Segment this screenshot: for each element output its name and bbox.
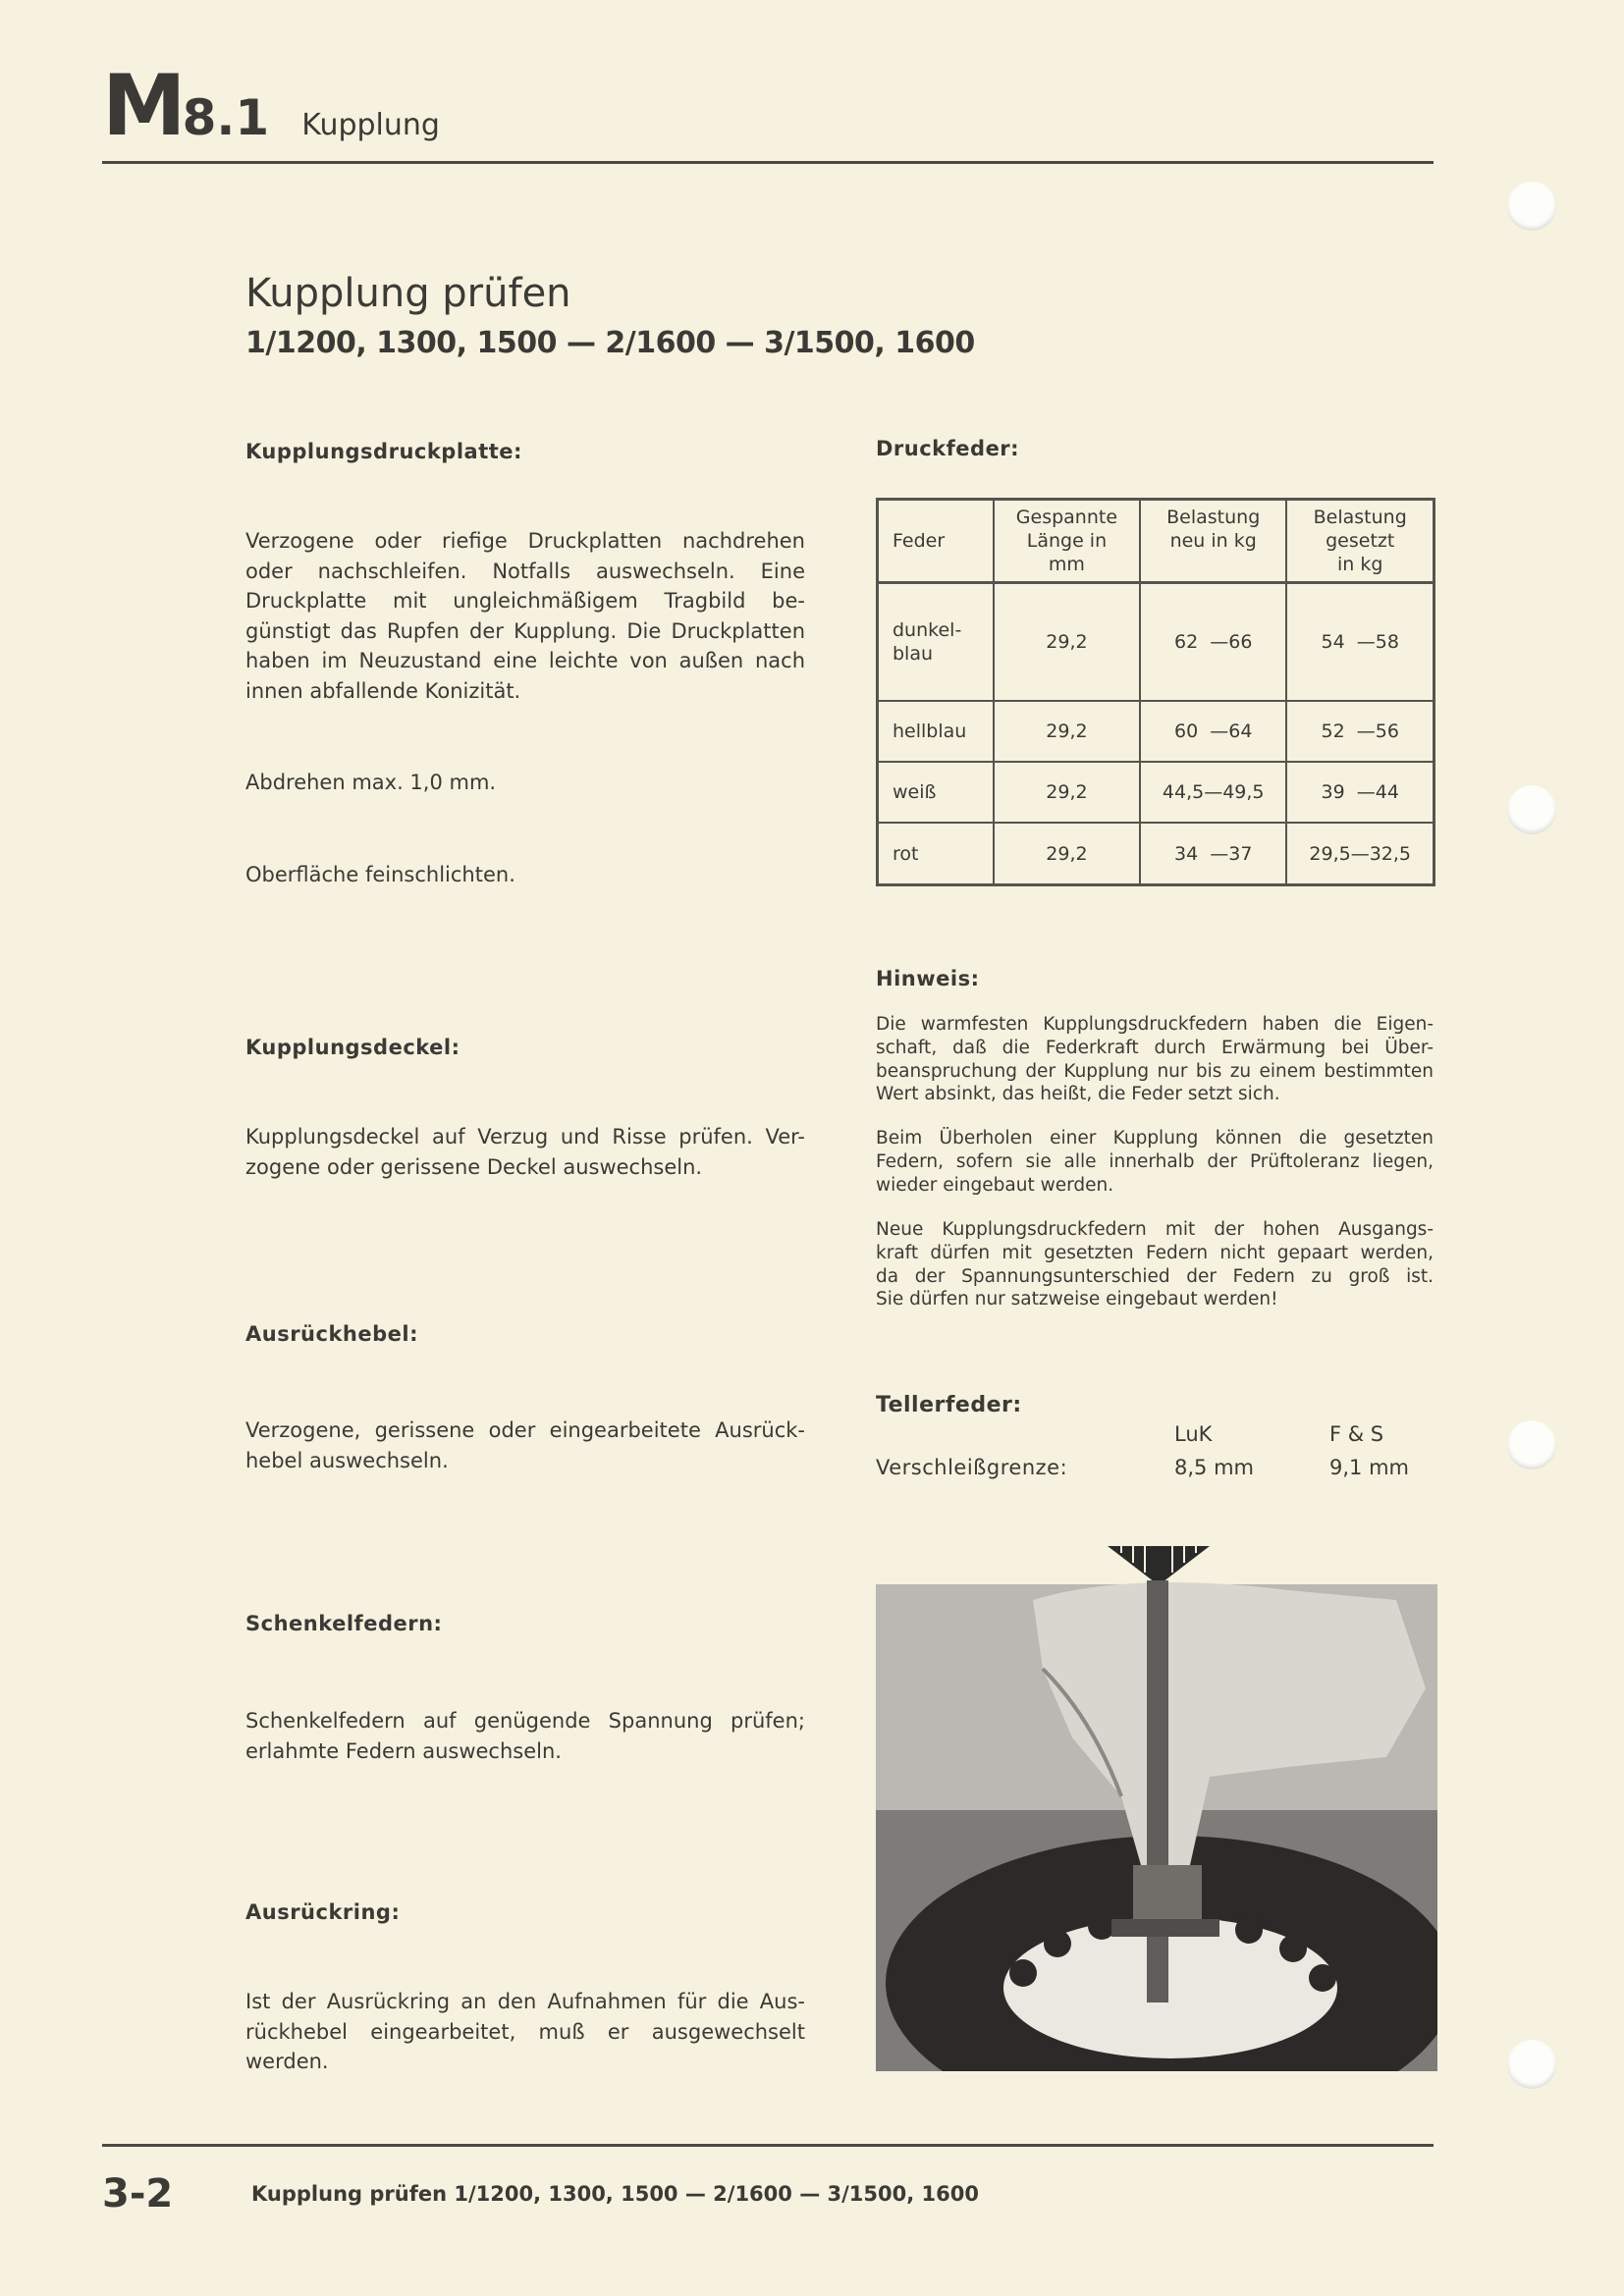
punch-hole [1507,785,1556,834]
text-line: Beim Überholen einer Kupplung können die gesetzten [876,1128,1434,1148]
verschleissgrenze-label: Verschleißgrenze: [876,1456,1068,1479]
page-number: 3-2 [102,2171,174,2216]
section-letter: M [102,57,183,155]
cell-laenge: 29,2 [994,701,1140,762]
cell-feder: weiß [893,781,937,804]
text-line: wieder eingebaut werden. [876,1174,1114,1196]
text-line: erlahmte Federn auswechseln. [245,1738,562,1763]
cell-feder: hellblau [893,721,967,743]
text-line: Wert absinkt, das heißt, die Feder setzt sich. [876,1084,1280,1105]
cell-neu: 62 —66 [1140,583,1286,702]
table-row [878,701,1435,762]
text-line: Neue Kupplungsdruckfedern mit der hohen Ausgangs- [876,1219,1434,1240]
footer-text: Kupplung prüfen 1/1200, 1300, 1500 — 2/1600 — 3/1500, 1600 [251,2182,979,2206]
section-name: Kupplung [301,108,440,142]
text-line: hebel auswechseln. [245,1448,449,1472]
table-row [878,583,1435,702]
druckplatte-label: Kupplungsdruckplatte: [245,440,522,463]
text-line: Verzogene oder riefige Druckplatten nachdrehen [245,529,805,553]
cell-gesetzt: 52 —56 [1286,701,1434,762]
hinweis-paragraph [876,1127,1434,1197]
text-line: innen abfallende Konizität. [245,678,521,703]
abdrehen-text: Abdrehen max. 1,0 mm. [245,771,497,794]
tellerfeder-col-luk: LuK [1174,1422,1213,1446]
hinweis-paragraph [876,1218,1434,1311]
schenkel-label: Schenkelfedern: [245,1612,443,1635]
col-header: Feder [893,530,946,552]
section-header [102,57,440,155]
cell-neu: 44,5—49,5 [1140,762,1286,823]
cell-gesetzt: 39 —44 [1286,762,1434,823]
page-title: Kupplung prüfen [245,271,571,316]
table-row [878,823,1435,884]
page-subtitle: 1/1200, 1300, 1500 — 2/1600 — 3/1500, 1600 [245,326,975,360]
tellerfeder-col-fs: F & S [1329,1422,1384,1446]
punch-hole [1507,2040,1556,2089]
hinweis-label: Hinweis: [876,967,980,990]
cell-neu: 60 —64 [1140,701,1286,762]
cell-neu: 34 —37 [1140,823,1286,884]
cell-feder: dunkel- blau [893,619,962,666]
text-line: Verzogene, gerissene oder eingearbeitete Ausrück- [245,1418,805,1442]
hinweis-paragraph [876,1013,1434,1106]
punch-hole [1507,182,1556,231]
text-line: oder nachschleifen. Notfalls auswechseln. Eine [245,559,805,583]
druckplatte-text [245,526,805,706]
deckel-label: Kupplungsdeckel: [245,1036,460,1059]
text-line: kraft dürfen mit gesetzten Federn nicht gepaart werden, [876,1242,1434,1263]
text-line: Die warmfesten Kupplungsdruckfedern haben die Eigen- [876,1014,1434,1035]
ring-label: Ausrückring: [245,1900,401,1924]
deckel-text [245,1122,805,1182]
verschleissgrenze-luk: 8,5 mm [1174,1456,1254,1479]
text-line: da der Spannungsunterschied der Federn zu groß ist. [876,1265,1434,1287]
cell-feder: rot [893,842,919,865]
header-rule [102,161,1434,164]
text-line: Federn, sofern sie alle innerhalb der Prüftoleranz liegen, [876,1150,1434,1172]
caliper-measurement-photo [876,1541,1437,2071]
hebel-label: Ausrückhebel: [245,1322,418,1346]
section-number: 8.1 [182,89,270,146]
ring-text [245,1987,805,2077]
text-line: Sie dürfen nur satzweise eingebaut werden! [876,1289,1278,1310]
col-header: Belastung gesetzt in kg [1286,500,1434,583]
hebel-text [245,1415,805,1475]
text-line: rückhebel eingearbeitet, muß er ausgewechselt [245,2019,805,2044]
verschleissgrenze-fs: 9,1 mm [1329,1456,1409,1479]
schenkel-text [245,1706,805,1766]
text-line: beanspruchung der Kupplung nur bis zu einem bestimmten [876,1060,1434,1082]
col-header: Belastung neu in kg [1140,500,1286,583]
text-line: Druckplatte mit ungleichmäßigem Tragbild be- [245,589,805,613]
text-line: Ist der Ausrückring an den Aufnahmen für die Aus- [245,1990,805,2013]
footer-rule [102,2144,1434,2147]
druckfeder-label: Druckfeder: [876,437,1020,460]
text-line: haben im Neuzustand eine leichte von außen nach [245,649,805,672]
cell-laenge: 29,2 [994,823,1140,884]
druckfeder-table [876,498,1435,886]
text-line: Schenkelfedern auf genügende Spannung prüfen; [245,1709,805,1733]
arrow-marker [1108,1546,1210,1585]
oberflaeche-text: Oberfläche feinschlichten. [245,863,515,886]
text-line: günstigt das Rupfen der Kupplung. Die Druckplatten [245,618,805,643]
tellerfeder-label: Tellerfeder: [876,1393,1022,1417]
punch-hole [1507,1420,1556,1469]
table-row [878,762,1435,823]
col-header: Gespannte Länge in mm [994,500,1140,583]
table-header-row [878,500,1435,583]
cell-gesetzt: 29,5—32,5 [1286,823,1434,884]
text-line: schaft, daß die Federkraft durch Erwärmung bei Über- [876,1037,1434,1058]
text-line: werden. [245,2050,329,2073]
text-line: zogene oder gerissene Deckel auswechseln. [245,1154,703,1179]
cell-gesetzt: 54 —58 [1286,583,1434,702]
cell-laenge: 29,2 [994,762,1140,823]
text-line: Kupplungsdeckel auf Verzug und Risse prüfen. Ver- [245,1125,805,1148]
cell-laenge: 29,2 [994,583,1140,702]
